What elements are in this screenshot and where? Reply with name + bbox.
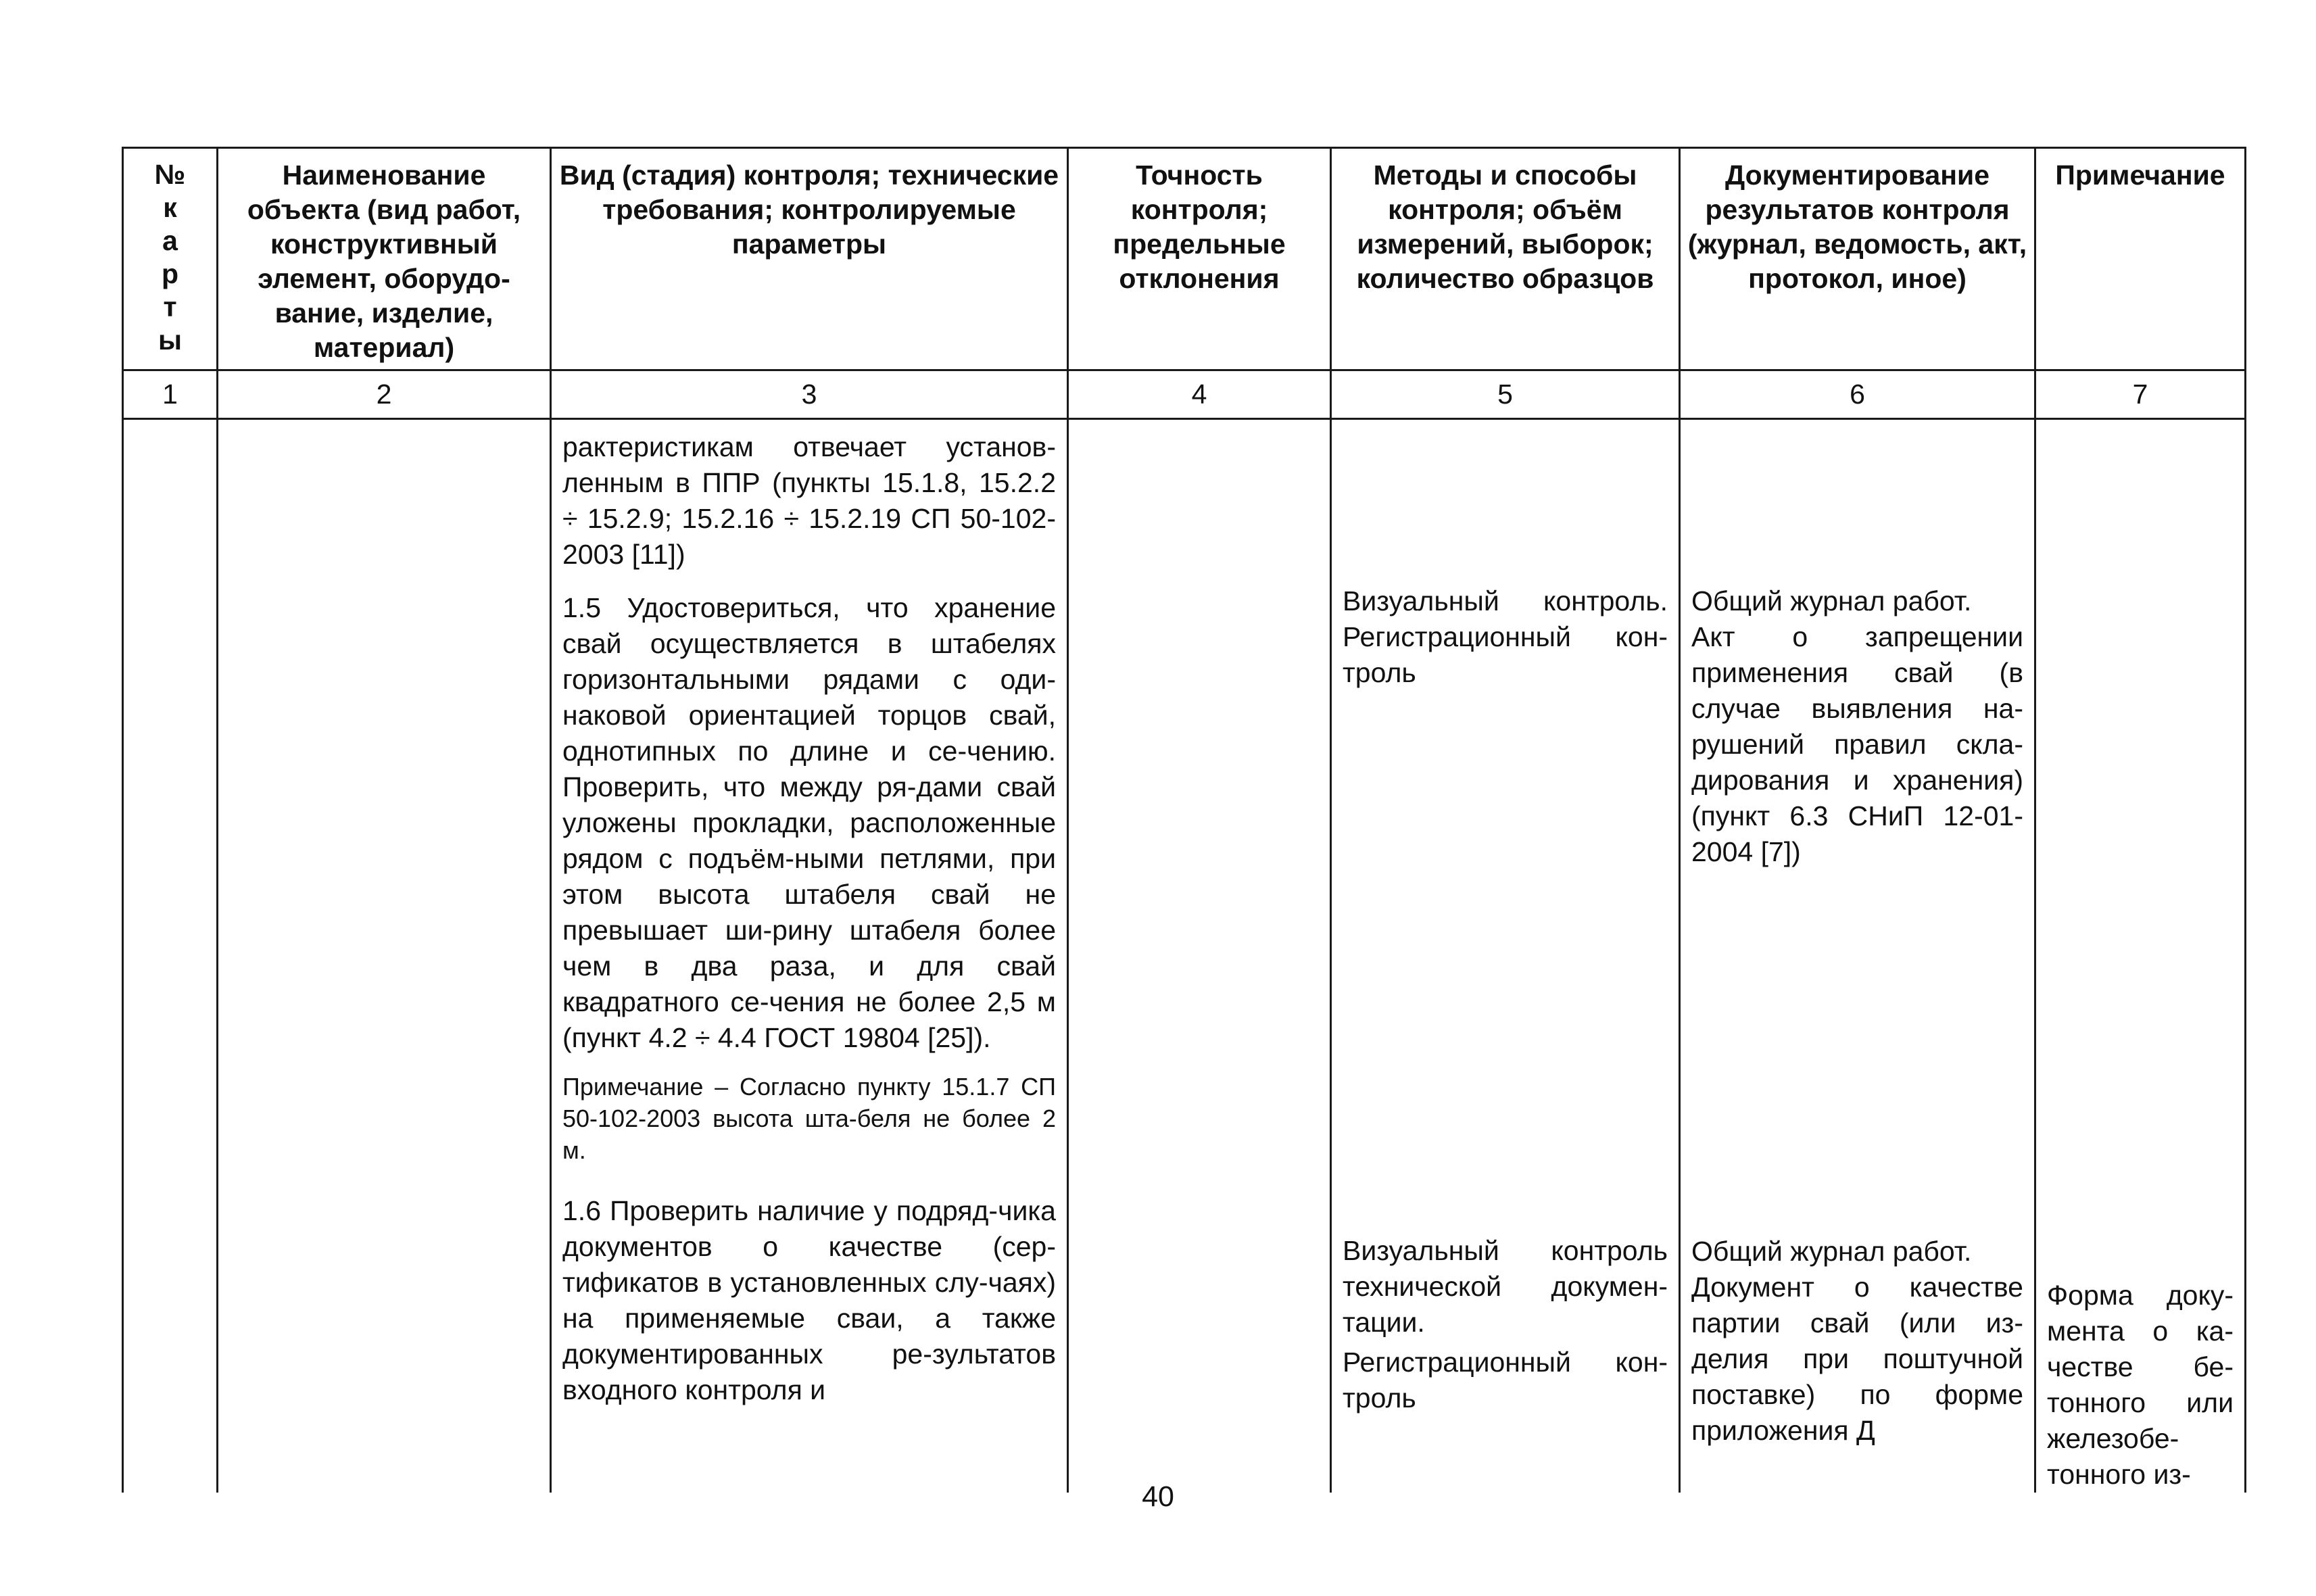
documentation-1-6-b: Документ о качестве партии свай (или из-делия при поштучной поставке) по форме приложения Д — [1691, 1272, 2023, 1446]
method-1-6-a: Визуальный контроль технической докумен-тации. — [1343, 1235, 1668, 1338]
header-card-letter: ы — [158, 324, 182, 356]
spacer — [1691, 429, 2023, 583]
table-header-row — [123, 148, 2246, 370]
header-card-letter: к — [163, 192, 177, 223]
column-number: 7 — [2035, 370, 2246, 419]
note-1-6: Форма доку-мента о ка-честве бе-тонного или железобе-тонного из- — [2047, 1280, 2234, 1490]
spacer — [1343, 708, 1668, 1233]
column-number-row — [123, 370, 2246, 419]
column-number: 2 — [218, 370, 551, 419]
page-number: 40 — [1142, 1480, 1174, 1513]
spacer — [2047, 429, 2234, 1278]
cell-accuracy — [1068, 419, 1331, 1493]
cell-methods — [1331, 419, 1680, 1493]
method-1-6-b: Регистрационный кон-троль — [1343, 1347, 1668, 1413]
header-note: Примечание — [2035, 148, 2246, 370]
cell-card-number — [123, 419, 218, 1493]
cell-object-name — [218, 419, 551, 1493]
header-card-number — [123, 148, 218, 370]
header-control-type: Вид (стадия) контроля; технические требования; контролируемые параметры — [551, 148, 1068, 370]
requirement-1-6: 1.6 Проверить наличие у подряд-чика документов о качестве (сер-тификатов в установленных слу-чаях) на применяемые сваи, а также документированных ре-зультатов входного контроля и — [562, 1195, 1056, 1405]
column-number: 3 — [551, 370, 1068, 419]
header-card-letter: № — [154, 159, 186, 190]
control-table — [122, 147, 2246, 1493]
column-number: 4 — [1068, 370, 1331, 419]
documentation-1-5-a: Общий журнал работ. — [1691, 585, 1972, 616]
header-object-name: Наименование объекта (вид работ, конструктивный элемент, оборудо-вание, изделие, материал) — [218, 148, 551, 370]
cell-note — [2035, 419, 2246, 1493]
column-number: 1 — [123, 370, 218, 419]
column-number: 5 — [1331, 370, 1680, 419]
documentation-1-5-b: Акт о запрещении применения свай (в случае выявления на-рушений правил скла-дирования и хранения) (пункт 6.3 СНиП 12-01-2004 [7]) — [1691, 621, 2023, 867]
cell-documentation — [1680, 419, 2035, 1493]
cell-control-type — [551, 419, 1068, 1493]
requirement-1-5-note: Примечание – Согласно пункту 15.1.7 СП 50-102-2003 высота шта-беля не более 2 м. — [562, 1073, 1056, 1164]
header-card-letter: а — [162, 225, 178, 256]
header-documentation: Документирование результатов контроля (журнал, ведомость, акт, протокол, иное) — [1680, 148, 2035, 370]
header-methods: Методы и способы контроля; объём измерений, выборок; количество образцов — [1331, 148, 1680, 370]
header-card-letter: т — [163, 291, 177, 322]
spacer — [1343, 429, 1668, 583]
table-row — [123, 419, 2246, 1493]
header-accuracy: Точность контроля; предельные отклонения — [1068, 148, 1331, 370]
header-card-letter: р — [161, 258, 179, 289]
documentation-1-6-a: Общий журнал работ. — [1691, 1236, 1972, 1267]
spacer — [1691, 888, 2023, 1234]
column-number: 6 — [1680, 370, 2035, 419]
requirement-continuation: рактеристикам отвечает установ-ленным в ППР (пункты 15.1.8, 15.2.2 ÷ 15.2.9; 15.2.16 ÷ 15.2.19 СП 50-102-2003 [11]) — [562, 431, 1056, 570]
requirement-1-5: 1.5 Удостовериться, что хранение свай осуществляется в штабелях горизонтальными рядами с оди-наковой ориентацией торцов свай, однотипных по длине и се-чению. Проверить, что между ря-дами свай уложены прокладки, расположенные рядом с подъём-ными петлями, при этом высота штабеля свай не превышает ши-рину штабеля более чем в два раза, и для свай квадратного се-чения не более 2,5 м (пункт 4.2 ÷ 4.4 ГОСТ 19804 [25]). — [562, 592, 1056, 1053]
method-1-5: Визуальный контроль. Регистрационный кон-троль — [1343, 585, 1668, 688]
